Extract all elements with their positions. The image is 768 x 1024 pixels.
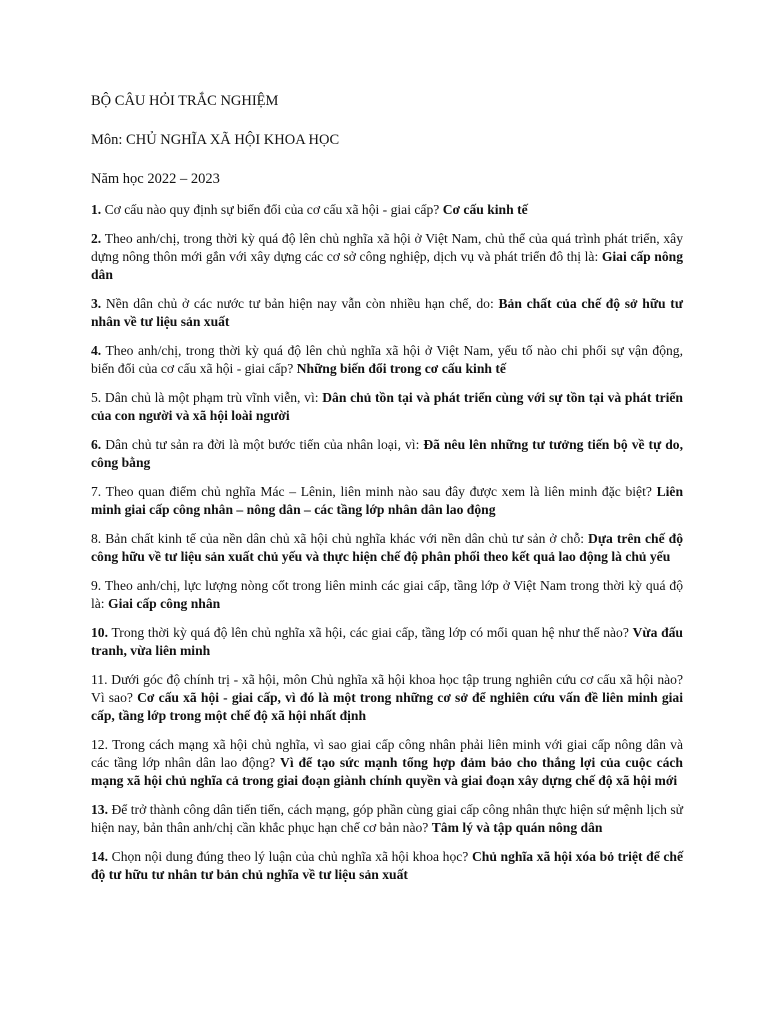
subject-line: Môn: CHỦ NGHĨA XÃ HỘI KHOA HỌC: [91, 132, 340, 148]
question-number: 4.: [91, 343, 102, 358]
question-answer: Dân chủ tồn tại và phát triển cùng với sự tồn tại và phát triển của con người và xã hội loài người: [91, 390, 683, 423]
question-item: [91, 201, 683, 219]
question-item: [91, 624, 683, 660]
question-answer: Bản chất của chế độ sở hữu tư nhân về tư liệu sản xuất: [91, 296, 683, 329]
question-text: Theo anh/chị, trong thời kỳ quá độ lên chủ nghĩa xã hội ở Việt Nam, chủ thể của quá trình phát triển, xây dựng nông thôn mới gắn với xây dựng các cơ sở công nghiệp, dịch vụ và phát triển đô thị là:: [91, 231, 684, 264]
question-item: [91, 671, 683, 725]
question-answer: Liên minh giai cấp công nhân – nông dân – các tầng lớp nhân dân lao động: [91, 484, 683, 517]
question-item: [91, 230, 683, 284]
question-answer: Đã nêu lên những tư tưởng tiến bộ về tự do, công bằng: [91, 437, 683, 470]
question-text: Nền dân chủ ở các nước tư bản hiện nay vẫn còn nhiều hạn chế, do:: [105, 296, 499, 311]
question-item: [91, 389, 683, 425]
question-answer: Dựa trên chế độ công hữu về tư liệu sản xuất chủ yếu và thực hiện chế độ phân phối theo kết quả lao động là chủ yếu: [91, 531, 684, 564]
question-answer: Vừa đấu tranh, vừa liên minh: [91, 625, 683, 658]
question-item: [91, 848, 683, 884]
question-answer: Chủ nghĩa xã hội xóa bỏ triệt để chế độ tư hữu tư nhân tư bản chủ nghĩa về tư liệu sản xuất: [91, 849, 683, 882]
question-number: 3.: [91, 296, 102, 311]
question-number: 13.: [91, 802, 108, 817]
question-answer: Giai cấp nông dân: [91, 249, 684, 282]
question-text: Trong thời kỳ quá độ lên chủ nghĩa xã hội, các giai cấp, tầng lớp có mối quan hệ như thế nào?: [111, 625, 633, 640]
question-number: 10.: [91, 625, 108, 640]
question-item: [91, 295, 683, 331]
question-list: [91, 201, 683, 895]
question-number: 1.: [91, 202, 102, 217]
question-item: [91, 483, 683, 519]
question-text: Dưới góc độ chính trị - xã hội, môn Chủ nghĩa xã hội khoa học tập trung nghiên cứu cơ cấu xã hội nào? Vì sao?: [91, 672, 683, 705]
question-text: Cơ cấu nào quy định sự biến đổi của cơ cấu xã hội - giai cấp?: [104, 202, 443, 217]
document-header: [91, 92, 691, 209]
question-answer: Cơ cấu xã hội - giai cấp, vì đó là một trong những cơ sở để nghiên cứu vấn đề liên minh giai cấp, tầng lớp trong một chế độ xã hội nhất định: [91, 690, 683, 723]
question-number: 6.: [91, 437, 102, 452]
question-number: 2.: [91, 231, 102, 246]
question-number: 9.: [91, 578, 102, 593]
question-number: 7.: [91, 484, 102, 499]
question-item: [91, 436, 683, 472]
question-number: 11.: [91, 672, 108, 687]
question-answer: Những biến đổi trong cơ cấu kinh tế: [296, 361, 506, 376]
question-text: Trong cách mạng xã hội chủ nghĩa, vì sao giai cấp công nhân phải liên minh với giai cấp nông dân và các tầng lớp nhân dân lao động?: [91, 737, 683, 770]
question-text: Chọn nội dung đúng theo lý luận của chủ nghĩa xã hội khoa học?: [111, 849, 472, 864]
question-item: [91, 530, 683, 566]
question-text: Theo anh/chị, trong thời kỳ quá độ lên chủ nghĩa xã hội ở Việt Nam, yếu tố nào chi phối sự vận động, biến đổi của cơ cấu xã hội - giai cấp?: [91, 343, 684, 376]
question-text: Dân chủ là một phạm trù vĩnh viễn, vì:: [104, 390, 323, 405]
question-text: Để trở thành công dân tiến tiến, cách mạng, góp phần cùng giai cấp công nhân thực hiện sứ mệnh lịch sử hiện nay, bản thân anh/chị cần khắc phục hạn chế cơ bản nào?: [91, 802, 683, 835]
question-number: 12.: [91, 737, 108, 752]
question-answer: Tâm lý và tập quán nông dân: [431, 820, 603, 835]
question-text: Theo anh/chị, lực lượng nòng cốt trong liên minh các giai cấp, tầng lớp ở Việt Nam trong thời kỳ quá độ là:: [91, 578, 684, 611]
question-answer: Giai cấp công nhân: [108, 596, 221, 611]
question-item: [91, 342, 683, 378]
document-title: BỘ CÂU HỎI TRẮC NGHIỆM: [91, 93, 279, 109]
question-item: [91, 801, 683, 837]
question-text: Theo quan điểm chủ nghĩa Mác – Lênin, liên minh nào sau đây được xem là liên minh đặc biệt?: [105, 484, 657, 499]
question-item: [91, 577, 683, 613]
school-year-line: Năm học 2022 – 2023: [91, 171, 220, 187]
question-number: 14.: [91, 849, 108, 864]
question-text: Bản chất kinh tế của nền dân chủ xã hội chủ nghĩa khác với nền dân chủ tư sản ở chỗ:: [105, 531, 589, 546]
question-number: 8.: [91, 531, 102, 546]
question-item: [91, 736, 683, 790]
question-text: Dân chủ tư sản ra đời là một bước tiến của nhân loại, vì:: [105, 437, 424, 452]
question-number: 5.: [91, 390, 102, 405]
question-answer: Vì để tạo sức mạnh tổng hợp đảm bảo cho thắng lợi của cuộc cách mạng xã hội chủ nghĩa cả trong giai đoạn giành chính quyền và giai đoạn xây dựng chế độ xã hội mới: [91, 755, 683, 788]
question-answer: Cơ cấu kinh tế: [442, 202, 528, 217]
